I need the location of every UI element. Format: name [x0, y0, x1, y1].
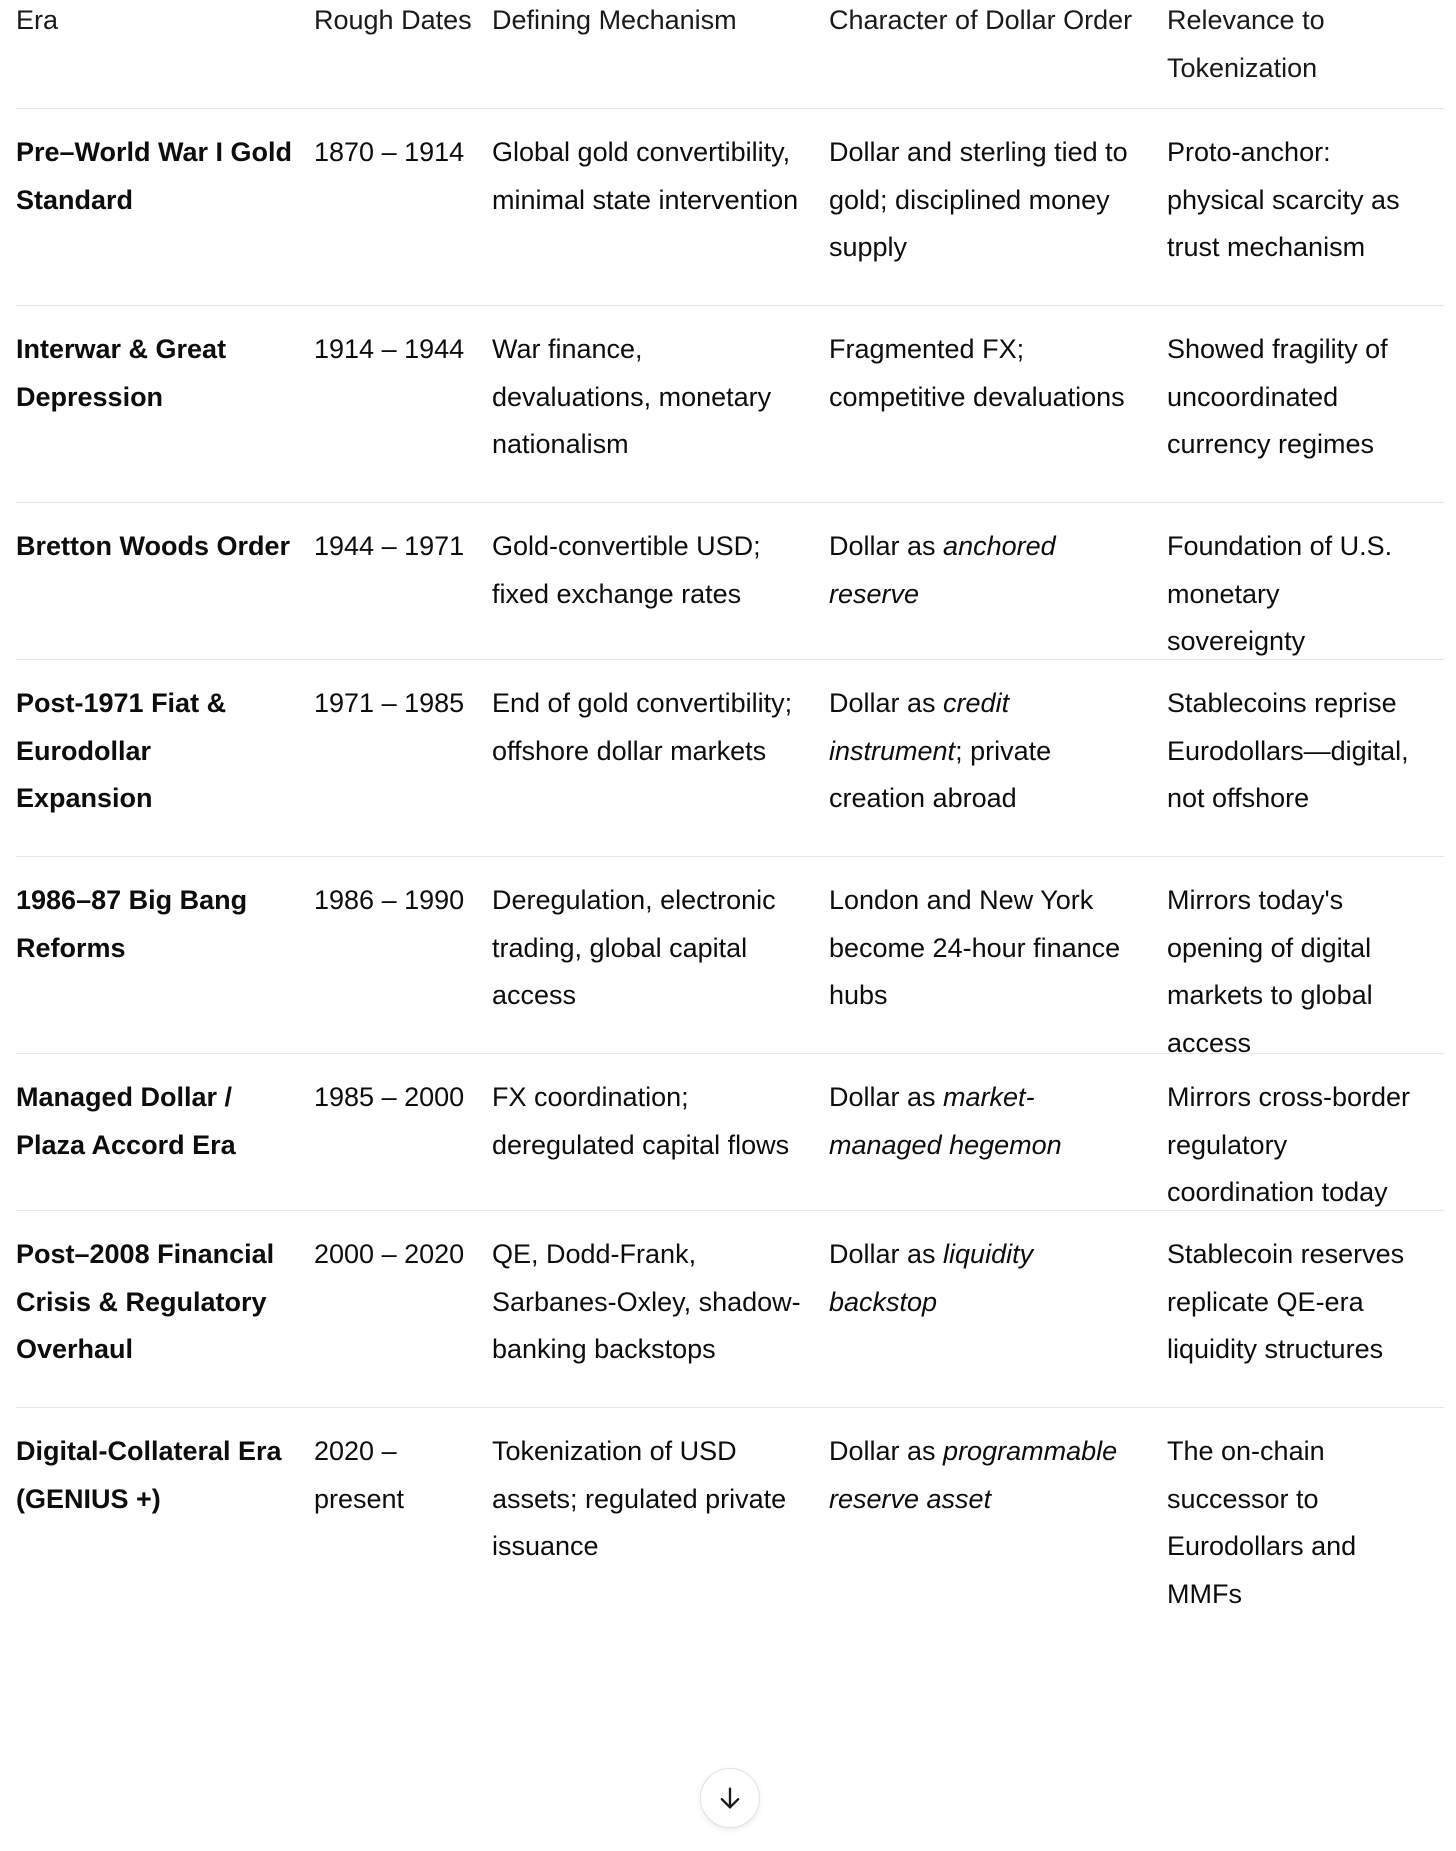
mechanism-cell: Global gold convertibility, minimal state intervention	[492, 137, 799, 215]
era-cell: Interwar & Great Depression	[16, 334, 227, 412]
table-row	[16, 503, 1444, 660]
mechanism-cell: QE, Dodd-Frank, Sarbanes-Oxley, shadow-banking backstops	[492, 1239, 801, 1364]
header-era: Era	[16, 5, 59, 35]
era-cell: Digital-Collateral Era (GENIUS +)	[16, 1436, 282, 1514]
relevance-cell: Stablecoins reprise Eurodollars—digital, not offshore	[1167, 688, 1409, 813]
mechanism-cell: War finance, devaluations, monetary nationalism	[492, 334, 772, 459]
character-text: Dollar as	[829, 1239, 944, 1269]
dates-cell: 1870 – 1914	[314, 137, 465, 167]
character-emphasis: credit instrument	[829, 688, 1010, 766]
relevance-cell: Showed fragility of uncoordinated currency regimes	[1167, 334, 1388, 459]
mechanism-cell: Deregulation, electronic trading, global capital access	[492, 885, 776, 1010]
character-emphasis: liquidity backstop	[829, 1239, 1034, 1317]
character-text: London and New York become 24-hour finance hubs	[829, 885, 1121, 1010]
dates-cell: 2020 – present	[314, 1436, 405, 1514]
character-text: Dollar as	[829, 1082, 944, 1112]
era-cell: Bretton Woods Order	[16, 531, 291, 561]
character-cell	[829, 306, 1167, 502]
character-text: Dollar as	[829, 688, 944, 718]
character-text: Dollar as	[829, 531, 944, 561]
scroll-to-bottom-button[interactable]	[700, 1768, 760, 1828]
character-cell	[829, 660, 1167, 856]
dates-cell: 1944 – 1971	[314, 531, 465, 561]
relevance-cell: The on-chain successor to Eurodollars and MMFs	[1167, 1436, 1357, 1609]
header-relevance: Relevance to Tokenization	[1167, 5, 1325, 83]
character-cell	[829, 1211, 1167, 1407]
mechanism-cell: End of gold convertibility; offshore dollar markets	[492, 688, 793, 766]
arrow-down-icon	[716, 1784, 744, 1812]
dates-cell: 1986 – 1990	[314, 885, 465, 915]
character-emphasis: anchored reserve	[829, 531, 1056, 609]
character-text: Dollar as	[829, 1436, 944, 1466]
relevance-cell: Stablecoin reserves replicate QE-era liquidity structures	[1167, 1239, 1405, 1364]
dates-cell: 1985 – 2000	[314, 1082, 465, 1112]
table-row	[16, 660, 1444, 857]
header-rough-dates: Rough Dates	[314, 5, 472, 35]
era-cell: 1986–87 Big Bang Reforms	[16, 885, 248, 963]
table-row	[16, 109, 1444, 306]
table-header-row	[16, 0, 1444, 109]
character-cell	[829, 109, 1167, 305]
table-row	[16, 857, 1444, 1058]
era-cell: Managed Dollar / Plaza Accord Era	[16, 1082, 236, 1160]
table-row	[16, 1211, 1444, 1408]
character-cell	[829, 1408, 1167, 1640]
character-text-tail: ; private creation abroad	[829, 735, 1052, 813]
dates-cell: 1914 – 1944	[314, 334, 465, 364]
header-defining-mechanism: Defining Mechanism	[492, 5, 737, 35]
table-row	[16, 306, 1444, 503]
era-cell: Pre–World War I Gold Standard	[16, 137, 293, 215]
mechanism-cell: Gold-convertible USD; fixed exchange rates	[492, 531, 761, 609]
character-emphasis: market-managed hegemon	[829, 1082, 1062, 1160]
dates-cell: 1971 – 1985	[314, 688, 465, 718]
dollar-eras-table	[16, 0, 1444, 1640]
table-row	[16, 1408, 1444, 1640]
era-cell: Post–2008 Financial Crisis & Regulatory Overhaul	[16, 1239, 275, 1364]
relevance-cell: Mirrors today's opening of digital markets to global access	[1167, 885, 1373, 1058]
character-emphasis: programmable reserve asset	[829, 1436, 1118, 1514]
era-cell: Post-1971 Fiat & Eurodollar Expansion	[16, 688, 227, 813]
dates-cell: 2000 – 2020	[314, 1239, 465, 1269]
header-character: Character of Dollar Order	[829, 5, 1133, 35]
table-row	[16, 1054, 1444, 1211]
relevance-cell: Mirrors cross-border regulatory coordination today	[1167, 1082, 1411, 1207]
mechanism-cell: Tokenization of USD assets; regulated private issuance	[492, 1436, 787, 1561]
mechanism-cell: FX coordination; deregulated capital flows	[492, 1082, 790, 1160]
relevance-cell: Proto-anchor: physical scarcity as trust mechanism	[1167, 137, 1400, 262]
relevance-cell: Foundation of U.S. monetary sovereignty	[1167, 531, 1393, 656]
character-text: Dollar and sterling tied to gold; disciplined money supply	[829, 137, 1128, 262]
character-text: Fragmented FX; competitive devaluations	[829, 334, 1125, 412]
